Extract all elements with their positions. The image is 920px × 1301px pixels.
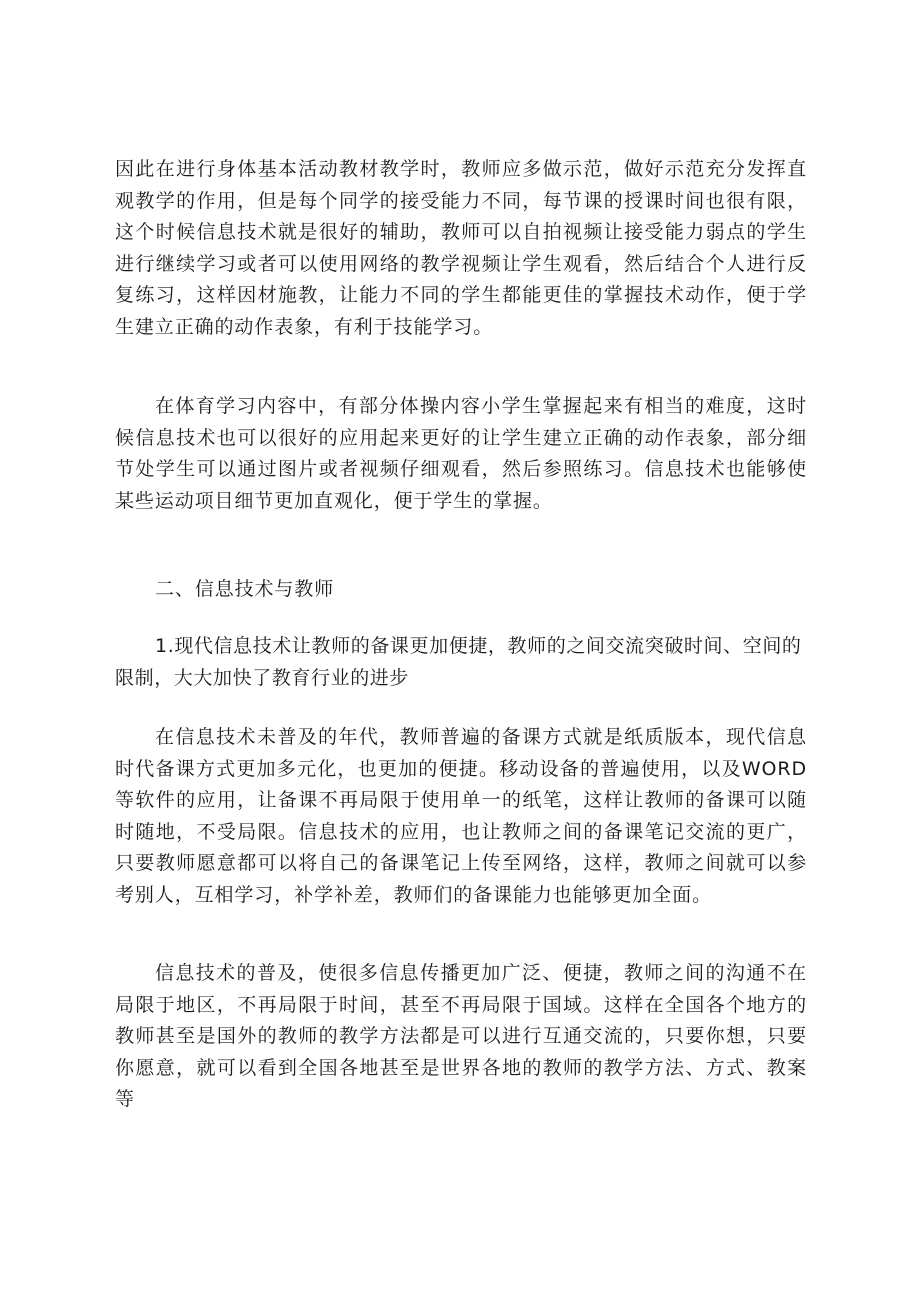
section-heading: 二、信息技术与教师: [155, 578, 335, 600]
paragraph-physical-activity-teaching: 因此在进行身体基本活动教材教学时，教师应多做示范，做好示范充分发挥直观教学的作用，但是每个同学的接受能力不同，每节课的授课时间也很有限，这个时候信息技术就是很好的辅助，教师可以自拍视频让接受能力弱点的学生进行继续学习或者可以使用网络的教学视频让学生观看，然后结合个人进行反复练习，这样因材施教，让能力不同的学生都能更佳的掌握技术动作，便于学生建立正确的动作表象，有利于技能学习。: [115, 158, 807, 338]
list-item-1: 1.现代信息技术让教师的备课更加便捷，教师的之间交流突破时间、空间的限制，大大加快了教育行业的进步: [115, 635, 802, 689]
paragraph-lesson-preparation: 在信息技术未普及的年代，教师普遍的备课方式就是纸质版本，现代信息时代备课方式更加多元化，也更加的便捷。移动设备的普遍使用，以及WORD等软件的应用，让备课不再局限于使用单一的纸笔，这样让教师的备课可以随时随地，不受局限。信息技术的应用，也让教师之间的备课笔记交流的更广，只要教师愿意都可以将自己的备课笔记上传至网络，这样，教师之间就可以参考别人，互相学习，补学补差，教师们的备课能力也能够更加全面。: [115, 726, 807, 906]
paragraph-gymnastics-content: 在体育学习内容中，有部分体操内容小学生掌握起来有相当的难度，这时候信息技术也可以很好的应用起来更好的让学生建立正确的动作表象，部分细节处学生可以通过图片或者视频仔细观看，然后参照练习。信息技术也能够使某些运动项目细节更加直观化，便于学生的掌握。: [115, 395, 807, 512]
paragraph-information-spread: 信息技术的普及，使很多信息传播更加广泛、便捷，教师之间的沟通不在局限于地区，不再局限于时间，甚至不再局限于国域。这样在全国各个地方的教师甚至是国外的教师的教学方法都是可以进行互通交流的，只要你想，只要你愿意，就可以看到全国各地甚至是世界各地的教师的教学方法、方式、教案等: [115, 962, 807, 1111]
